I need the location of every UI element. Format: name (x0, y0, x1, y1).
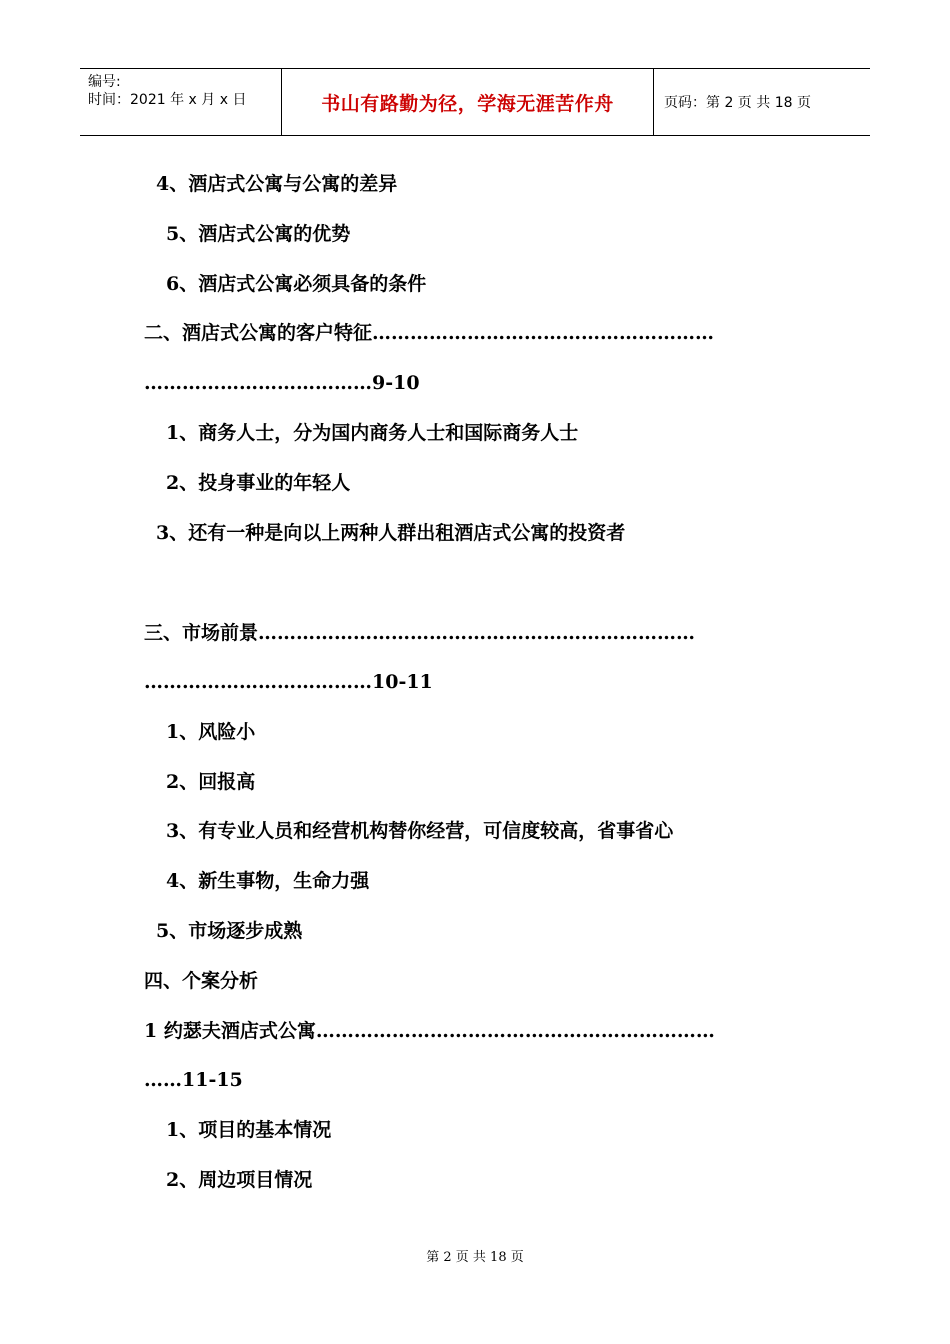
toc-section: 二、酒店式公寓的客户特征……………………………………………… (144, 322, 715, 344)
time-label: 时间：2021 年 x 月 x 日 (88, 92, 247, 108)
toc-item: 3、还有一种是向以上两种人群出租酒店式公寓的投资者 (156, 522, 626, 544)
toc-item: 6、酒店式公寓必须具备的条件 (166, 273, 427, 295)
header-page-info: 页码：第 2 页 共 18 页 (664, 95, 811, 111)
toc-item: 5、市场逐步成熟 (156, 920, 303, 942)
page-header (80, 68, 870, 136)
toc-section-pages: ……11-15 (144, 1069, 243, 1091)
toc-item: 4、新生事物，生命力强 (166, 870, 370, 892)
toc-item: 4、酒店式公寓与公寓的差异 (156, 173, 398, 195)
header-motto: 书山有路勤为径，学海无涯苦作舟 (282, 69, 654, 135)
toc-item: 1、商务人士，分为国内商务人士和国际商务人士 (166, 422, 579, 444)
toc-section-pages: ………………………………9-10 (144, 372, 420, 394)
toc-item: 2、投身事业的年轻人 (166, 472, 351, 494)
toc-item: 1、风险小 (166, 721, 256, 743)
toc-item: 2、周边项目情况 (166, 1169, 313, 1191)
toc-section: 三、市场前景…………………………………………………………… (144, 622, 696, 644)
toc-section: 四、个案分析 (144, 970, 259, 992)
toc-item: 3、有专业人员和经营机构替你经营，可信度较高，省事省心 (166, 820, 674, 842)
header-meta-cell (80, 69, 282, 135)
toc-item: 2、回报高 (166, 771, 256, 793)
page-footer: 第 2 页 共 18 页 (426, 1250, 524, 1265)
toc-item: 5、酒店式公寓的优势 (166, 223, 351, 245)
toc-item: 1、项目的基本情况 (166, 1119, 332, 1141)
toc-section-pages: ………………………………10-11 (144, 671, 433, 693)
number-label: 编号: (88, 74, 121, 90)
toc-section: 1 约瑟夫酒店式公寓……………………………………………………… (144, 1020, 715, 1042)
